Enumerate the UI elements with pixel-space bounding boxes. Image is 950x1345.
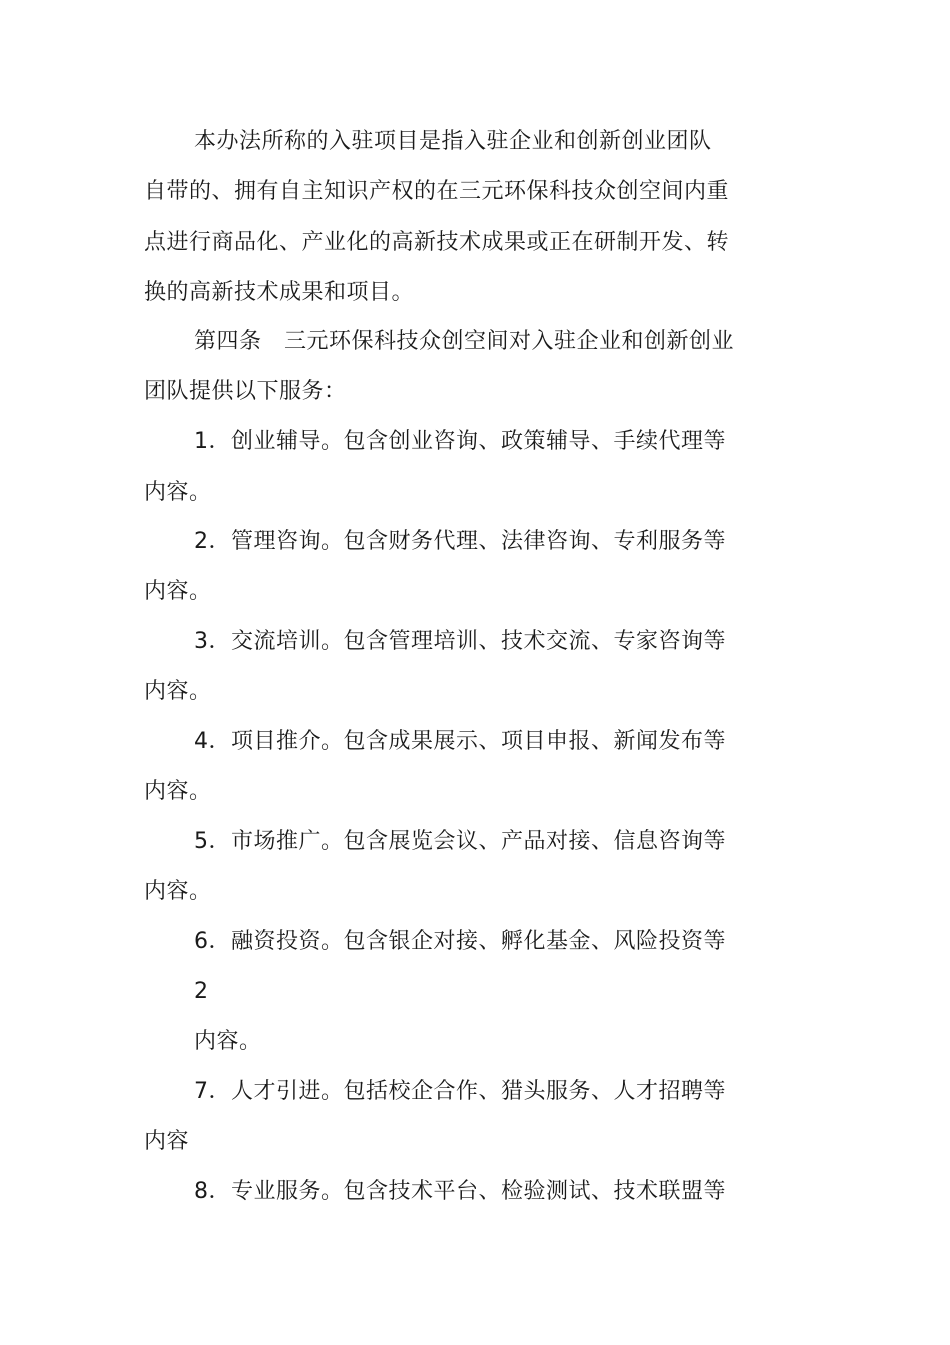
article-4-line-1: 第四条 三元环保科技众创空间对入驻企业和创新创业 — [194, 329, 735, 354]
item-7-line-2: 内容 — [144, 1129, 190, 1154]
item-8-line-1: 8．专业服务。包含技术平台、检验测试、技术联盟等 — [194, 1179, 726, 1204]
item-6-line-1: 6．融资投资。包含银企对接、孵化基金、风险投资等 — [194, 929, 726, 954]
item-6-line-2: 内容。 — [194, 1029, 262, 1054]
paragraph-1-line-2: 自带的、拥有自主知识产权的在三元环保科技众创空间内重 — [144, 179, 730, 204]
item-3-line-2: 内容。 — [144, 679, 212, 704]
item-4-line-1: 4．项目推介。包含成果展示、项目申报、新闻发布等 — [194, 729, 726, 754]
item-3-line-1: 3．交流培训。包含管理培训、技术交流、专家咨询等 — [194, 629, 726, 654]
item-5-line-2: 内容。 — [144, 879, 212, 904]
item-7-line-1: 7．人才引进。包括校企合作、猎头服务、人才招聘等 — [194, 1079, 726, 1104]
item-2-line-2: 内容。 — [144, 579, 212, 604]
page-number: 2 — [194, 979, 209, 1004]
item-4-line-2: 内容。 — [144, 779, 212, 804]
item-5-line-1: 5．市场推广。包含展览会议、产品对接、信息咨询等 — [194, 829, 726, 854]
article-4-line-2: 团队提供以下服务： — [144, 379, 347, 404]
item-1-line-1: 1．创业辅导。包含创业咨询、政策辅导、手续代理等 — [194, 429, 726, 454]
paragraph-1-line-4: 换的高新技术成果和项目。 — [144, 280, 415, 305]
item-1-line-2: 内容。 — [144, 480, 212, 505]
item-2-line-1: 2．管理咨询。包含财务代理、法律咨询、专利服务等 — [194, 529, 726, 554]
paragraph-1-line-3: 点进行商品化、产业化的高新技术成果或正在研制开发、转 — [144, 230, 730, 255]
paragraph-1-line-1: 本办法所称的入驻项目是指入驻企业和创新创业团队 — [194, 129, 712, 154]
